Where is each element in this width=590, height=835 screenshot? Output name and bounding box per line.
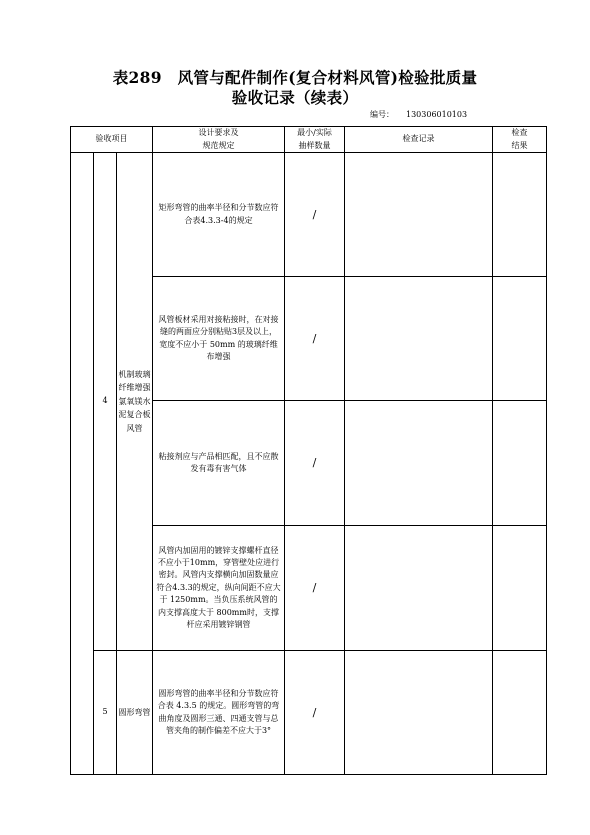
header-design-line1: 设计要求及 xyxy=(198,128,239,138)
sample-count: / xyxy=(285,526,345,651)
check-record-cell xyxy=(345,526,493,651)
item-number: 5 xyxy=(94,651,117,775)
header-design xyxy=(153,127,285,153)
check-record-cell xyxy=(345,401,493,526)
sample-count: / xyxy=(285,277,345,401)
header-record: 检查记录 xyxy=(345,127,493,153)
table-row xyxy=(71,153,547,277)
record-code-label: 编号： xyxy=(370,110,394,119)
header-design-line2: 规范规定 xyxy=(202,140,235,150)
record-code-value: 130306010103 xyxy=(406,110,468,119)
header-result-line2: 结果 xyxy=(511,140,528,150)
requirement-text: 风管内加固用的镀锌支撑螺杆直径不应小于10mm，穿管壁处应进行密封。风管内支撑横向加固数量应符合4.3.3的规定，纵向间距不应大于 1250mm。当负压系统风管的内支撑高度大于 800mm时，支撑杆应采用镀锌钢管 xyxy=(153,526,285,651)
page-title-line-1: 表289 风管与配件制作(复合材料风管)检验批质量 xyxy=(112,68,478,87)
blank-left-cell xyxy=(71,153,94,775)
check-record-cell xyxy=(345,651,493,775)
check-result-cell xyxy=(493,153,547,277)
header-sample-line2: 抽样数量 xyxy=(298,140,331,150)
requirement-text: 矩形弯管的曲率半径和分节数应符合表4.3.3-4的规定 xyxy=(153,153,285,277)
check-result-cell xyxy=(493,277,547,401)
header-result xyxy=(493,127,547,153)
header-item: 验收项目 xyxy=(71,127,153,153)
header-sample-line1: 最小/实际 xyxy=(297,128,332,138)
check-record-cell xyxy=(345,277,493,401)
check-record-cell xyxy=(345,153,493,277)
header-row xyxy=(71,127,547,153)
inspection-table xyxy=(70,126,547,775)
item-category: 圆形弯管 xyxy=(117,651,153,775)
check-result-cell xyxy=(493,526,547,651)
item-category: 机制玻璃纤维增强氯氧镁水泥复合板风管 xyxy=(117,153,153,651)
check-result-cell xyxy=(493,651,547,775)
requirement-text: 圆形弯管的曲率半径和分节数应符合表 4.3.5 的规定。圆形弯管的弯曲角度及圆形三通、四通支管与总管夹角的制作偏差不应大于3° xyxy=(153,651,285,775)
requirement-text: 粘接剂应与产品相匹配，且不应散发有毒有害气体 xyxy=(153,401,285,526)
header-sample xyxy=(285,127,345,153)
record-code xyxy=(370,109,467,120)
page-title-line-2: 验收记录（续表） xyxy=(231,88,359,107)
requirement-text: 风管板材采用对接粘接时，在对接缝的两面应分别粘贴3层及以上，宽度不应小于 50mm 的玻璃纤维布增强 xyxy=(153,277,285,401)
table-row xyxy=(71,651,547,775)
item-number: 4 xyxy=(94,153,117,651)
header-result-line1: 检查 xyxy=(511,128,528,138)
sample-count: / xyxy=(285,153,345,277)
sample-count: / xyxy=(285,651,345,775)
sample-count: / xyxy=(285,401,345,526)
check-result-cell xyxy=(493,401,547,526)
